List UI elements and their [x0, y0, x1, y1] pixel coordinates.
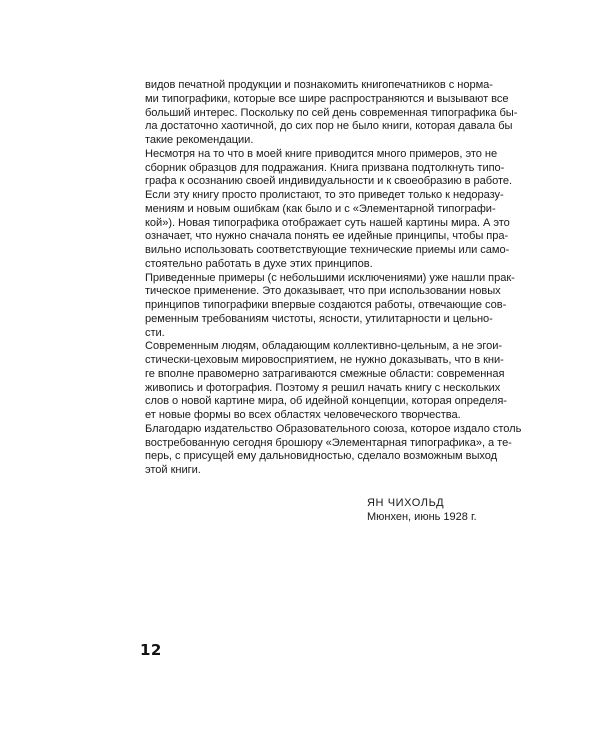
text-line: стически-цеховым мировосприятием, не нужно доказывать, что в кни-: [145, 354, 504, 366]
place-date: Мюнхен, июнь 1928 г.: [367, 511, 477, 523]
text-line: мениям и новым ошибкам (как было и с «Элементарной типографи-: [145, 202, 496, 215]
body-text: [145, 79, 522, 478]
text-line: такие рекомендации.: [145, 134, 254, 146]
text-line: кой»). Новая типографика отображает суть нашей картины мира. А это: [145, 216, 510, 229]
text-line: Несмотря на то что в моей книге приводится много примеров, это не: [145, 147, 498, 160]
text-line: этой книги.: [145, 464, 201, 476]
text-line: слов о новой картине мира, об идейной концепции, которая определя-: [145, 395, 507, 408]
text-line: графа к осознанию своей индивидуальности и к своеобразию в работе.: [145, 175, 513, 188]
page-number: 12: [140, 641, 162, 659]
text-line: больший интерес. Поскольку по сей день современная типографика бы-: [145, 106, 518, 119]
text-line: ременным требованиям чистоты, ясности, утилитарности и цельно-: [145, 312, 493, 325]
text-line: вильно использовать соответствующие технические приемы или само-: [145, 244, 510, 256]
author-signature: [367, 496, 477, 524]
text-line: ге вполне правомерно затрагиваются смежные области: современная: [145, 367, 505, 380]
text-line: Если эту книгу просто пролистают, то это приведет только к недоразу-: [145, 189, 504, 201]
text-line: перь, с присущей ему дальновидностью, сделало возможным выход: [145, 450, 498, 463]
text-line: Благодарю издательство Образовательного союза, которое издало столь: [145, 422, 522, 435]
text-line: сборник образцов для подражания. Книга призвана подтолкнуть типо-: [145, 161, 505, 174]
text-line: сти.: [145, 326, 165, 339]
text-line: видов печатной продукции и познакомить книгопечатников с норма-: [145, 79, 493, 91]
text-line: означает, что нужно сначала понять ее идейные принципы, чтобы пра-: [145, 230, 509, 243]
text-line: Современным людям, обладающим коллективно-цельным, а не эгои-: [145, 340, 503, 353]
text-line: востребованную сегодня брошюру «Элементарная типографика», а те-: [145, 436, 512, 449]
text-line: ла достаточно хаотичной, до сих пор не было книги, которая давала бы: [145, 120, 513, 133]
text-line: тическое применение. Это доказывает, что при использовании новых: [145, 285, 501, 298]
text-line: ми типографики, которые все шире распространяются и вызывают все: [145, 92, 509, 105]
text-line: стоятельно работать в духе этих принципов.: [145, 257, 373, 270]
text-line: принципов типографики впервые создаются работы, отвечающие сов-: [145, 299, 507, 311]
text-line: ет новые формы во всех областях человеческого творчества.: [145, 409, 461, 421]
text-line: Приведенные примеры (с небольшими исключениями) уже нашли прак-: [145, 271, 515, 284]
text-line: живопись и фотография. Поэтому я решил начать книгу с нескольких: [145, 381, 501, 394]
author-name: ЯН ЧИХОЛЬД: [367, 497, 445, 509]
